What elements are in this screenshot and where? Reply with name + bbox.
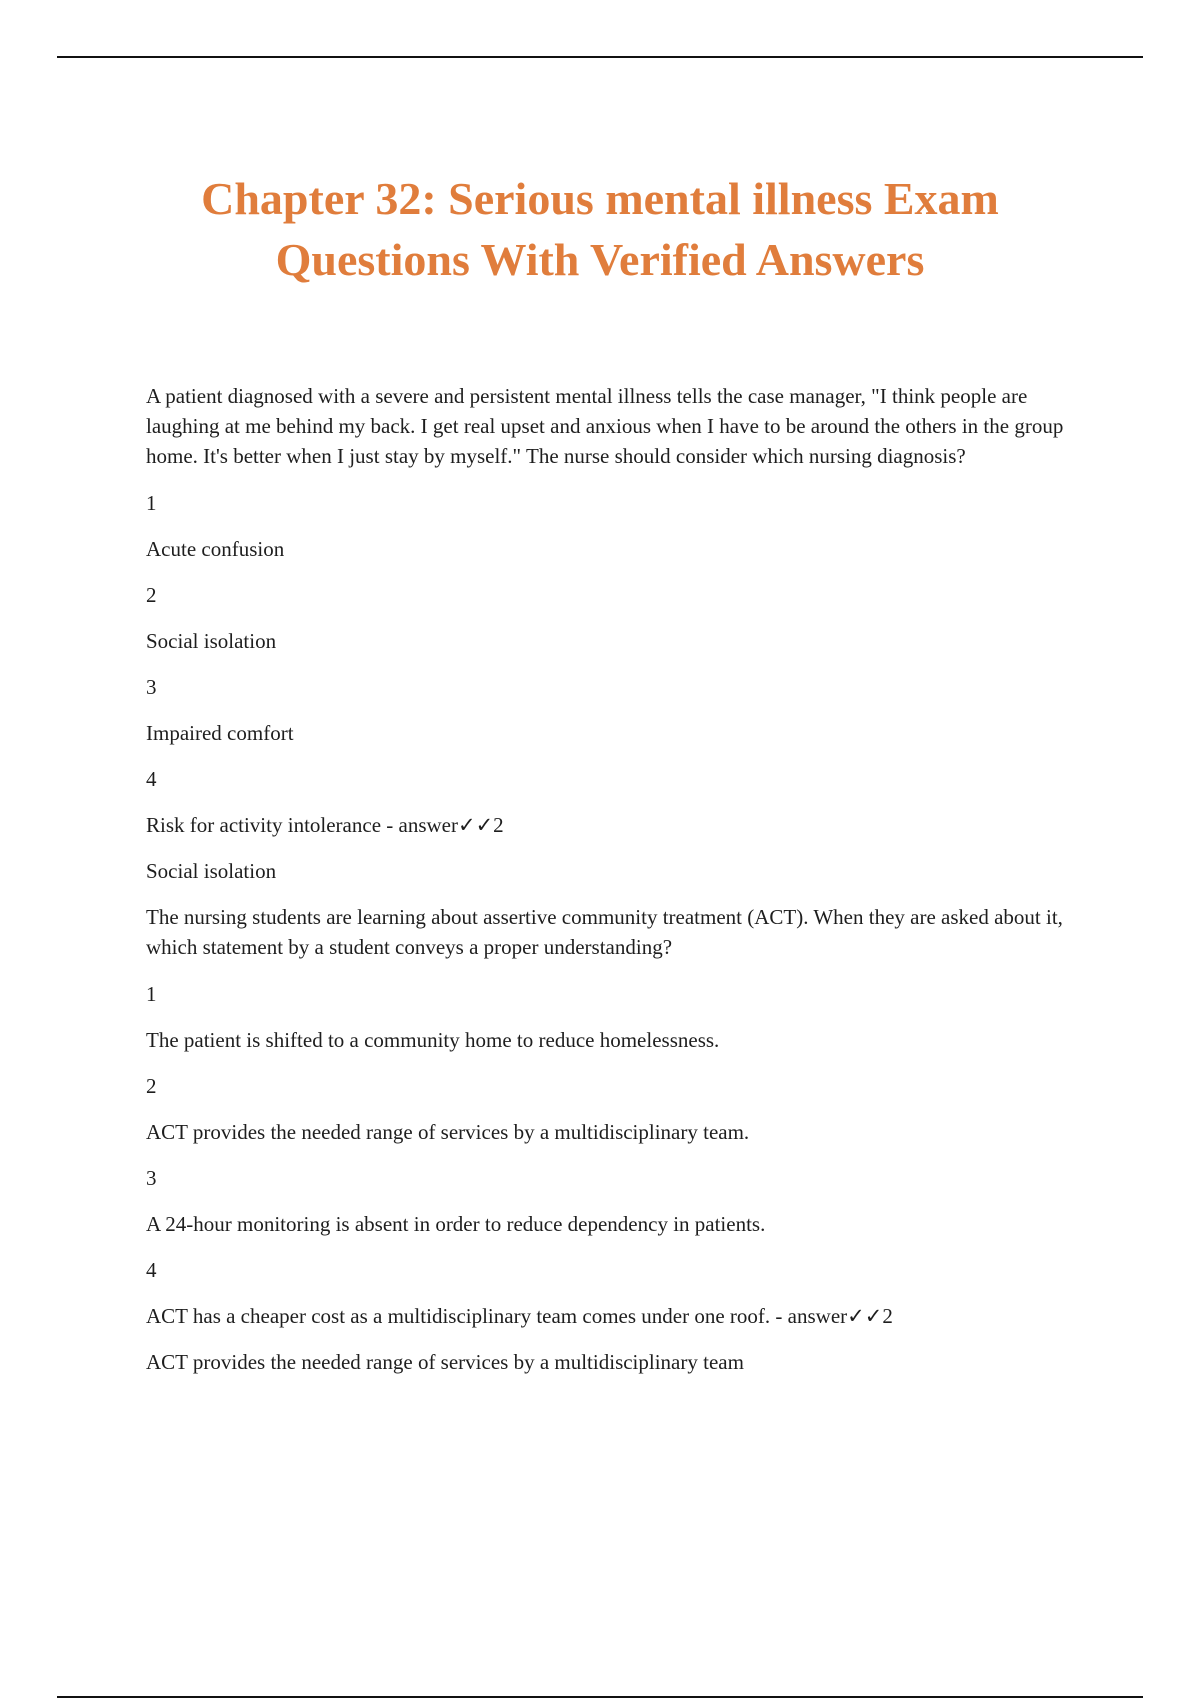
question-1-answer: Social isolation bbox=[146, 859, 277, 883]
question-2-option-3-number: 3 bbox=[146, 1166, 157, 1190]
question-2-option-3-text: A 24-hour monitoring is absent in order to reduce dependency in patients. bbox=[146, 1212, 766, 1236]
question-1-option-3-text: Impaired comfort bbox=[146, 721, 294, 745]
question-1-text: A patient diagnosed with a severe and persistent mental illness tells the case manager, "I think people are laughing at me behind my back. I get real upset and anxious when I have to be around the others in the group home. It's better when I just stay by myself." The nurse should consider which nursing diagnosis? bbox=[146, 384, 1064, 468]
question-1-option-1-number: 1 bbox=[146, 491, 157, 515]
question-2-option-1-number: 1 bbox=[146, 982, 157, 1006]
footer-rule bbox=[57, 1696, 1143, 1698]
question-2-option-2-text: ACT provides the needed range of services by a multidisciplinary team. bbox=[146, 1120, 750, 1144]
question-1-option-3-number: 3 bbox=[146, 675, 157, 699]
document-body bbox=[146, 381, 1100, 1393]
question-1-option-2-text: Social isolation bbox=[146, 629, 277, 653]
question-2-option-4-number: 4 bbox=[146, 1258, 157, 1282]
question-2-option-1-text: The patient is shifted to a community home to reduce homelessness. bbox=[146, 1028, 720, 1052]
question-1-option-2-number: 2 bbox=[146, 583, 157, 607]
question-1-option-4-text: Risk for activity intolerance - answer✓✓2 bbox=[146, 813, 504, 837]
question-1-option-4-number: 4 bbox=[146, 767, 157, 791]
question-1-option-1-text: Acute confusion bbox=[146, 537, 285, 561]
question-2-answer: ACT provides the needed range of services by a multidisciplinary team bbox=[146, 1350, 744, 1374]
question-2-text: The nursing students are learning about assertive community treatment (ACT). When they are asked about it, which statement by a student conveys a proper understanding? bbox=[146, 905, 1063, 959]
header-rule bbox=[57, 56, 1143, 58]
title-line-2: Questions With Verified Answers bbox=[275, 234, 925, 285]
question-2-option-2-number: 2 bbox=[146, 1074, 157, 1098]
document-title bbox=[100, 168, 1100, 290]
question-2-option-4-text: ACT has a cheaper cost as a multidisciplinary team comes under one roof. - answer✓✓2 bbox=[146, 1304, 893, 1328]
title-line-1: Chapter 32: Serious mental illness Exam bbox=[201, 173, 999, 224]
